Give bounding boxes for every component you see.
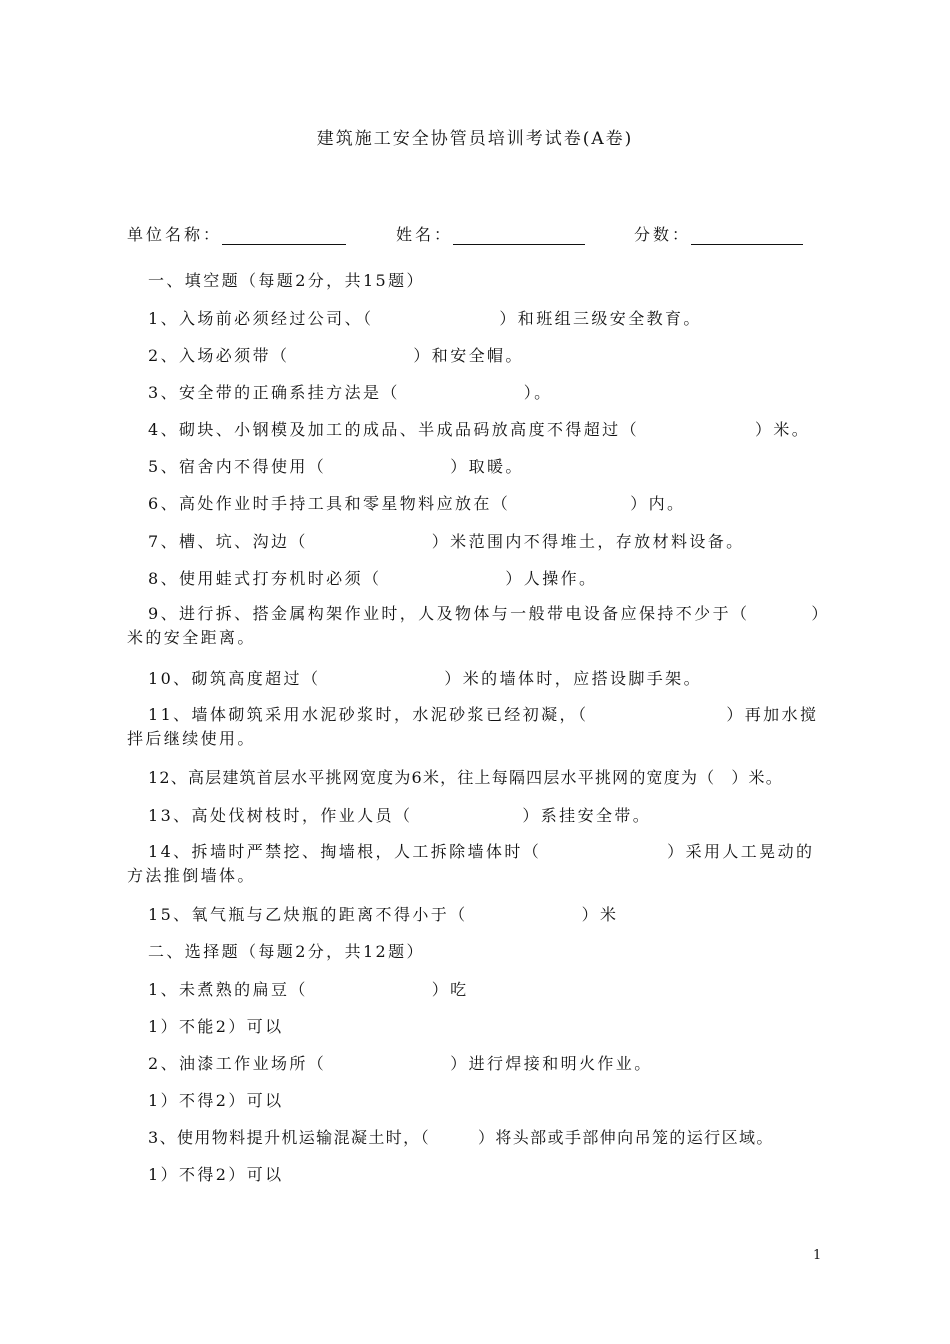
name-blank [453,226,585,245]
question-text: 1、入场前必须经过公司、（ [148,309,374,328]
choice-question [148,1051,653,1074]
fill-question [127,840,827,888]
fill-question [148,306,702,329]
fill-question [148,803,651,826]
page-number: 1 [813,1248,822,1263]
question-text: ）将头部或手部伸向吊笼的运行区域。 [477,1128,774,1147]
question-text: 5、宿舍内不得使用（ [148,457,327,476]
question-text: ）米的墙体时，应搭设脚手架。 [444,669,702,688]
question-text: ）米 [581,905,619,924]
fill-question [148,380,553,403]
question-text: 3、使用物料提升机运输混凝土时，（ [148,1128,430,1147]
fill-question [148,666,702,689]
choice-question [148,1125,774,1148]
question-text: 4、砌块、小钢模及加工的成品、半成品码放高度不得超过（ [148,420,639,439]
section-fill-heading: 一、填空题（每题2分，共15题） [148,271,425,290]
question-text: 14、拆墙时严禁挖、掏墙根，人工拆除墙体时（ [148,842,542,861]
question-text: ）采用人工晃动的方法推倒墙体。 [127,842,815,885]
question-text: 1、未煮熟的扁豆（ [148,980,308,999]
question-text: ）米。 [754,420,811,439]
fill-question [127,703,827,751]
question-text: ）米的安全距离。 [127,604,822,647]
question-text: 7、槽、坑、沟边（ [148,532,308,551]
question-text: ）内。 [630,494,686,513]
question-text: ）和安全帽。 [413,346,524,365]
score-field [634,222,803,245]
question-text: 9、进行拆、搭金属构架作业时，人及物体与一般带电设备应保持不少于（ [148,604,750,623]
question-text: 13、高处伐树枝时，作业人员（ [148,806,413,825]
unit-name-field [127,222,346,245]
question-text: ）。 [523,383,553,402]
question-text: 8、使用蛙式打夯机时必须（ [148,569,382,588]
name-label: 姓名： [396,225,454,244]
question-text: ）米。 [731,768,783,787]
fill-question [148,417,810,440]
question-text: 12、高层建筑首层水平挑网宽度为6米，往上每隔四层水平挑网的宽度为（ [148,768,716,787]
fill-question [148,343,524,366]
question-text: ）人操作。 [505,569,598,588]
question-text: ）吃 [431,980,469,999]
choice-question [148,977,469,1000]
fill-question [148,454,524,477]
question-text: ）和班组三级安全教育。 [499,309,702,328]
question-text: 2、入场必须带（ [148,346,290,365]
question-text: 11、墙体砌筑采用水泥砂浆时，水泥砂浆已经初凝，（ [148,705,589,724]
question-text: ）取暖。 [450,457,524,476]
fill-question [148,765,783,788]
question-text: 10、砌筑高度超过（ [148,669,321,688]
choice-options: 1）不得2）可以 [148,1091,284,1110]
name-field [396,222,585,245]
unit-name-label: 单位名称： [127,225,223,244]
fill-question [127,602,827,650]
fill-question [148,902,618,925]
choice-options: 1）不能2）可以 [148,1017,284,1036]
question-text: 15、氧气瓶与乙炔瓶的距离不得小于（ [148,905,468,924]
question-text: 2、油漆工作业场所（ [148,1054,327,1073]
question-text: ）米范围内不得堆土，存放材料设备。 [431,532,745,551]
exam-title: 建筑施工安全协管员培训考试卷(A卷) [316,129,634,149]
unit-name-blank [222,226,346,245]
fill-question [148,529,745,552]
fill-question [148,491,685,514]
choice-options: 1）不得2）可以 [148,1165,284,1184]
score-blank [691,226,803,245]
question-text: ）再加水搅拌后继续使用。 [127,705,819,748]
fill-question [148,566,597,589]
section-choice-heading: 二、选择题（每题2分，共12题） [148,942,425,961]
question-text: 3、安全带的正确系挂方法是（ [148,383,400,402]
question-text: 6、高处作业时手持工具和零星物料应放在（ [148,494,511,513]
question-text: ）进行焊接和明火作业。 [450,1054,653,1073]
question-text: ）系挂安全带。 [522,806,652,825]
score-label: 分数： [634,225,692,244]
